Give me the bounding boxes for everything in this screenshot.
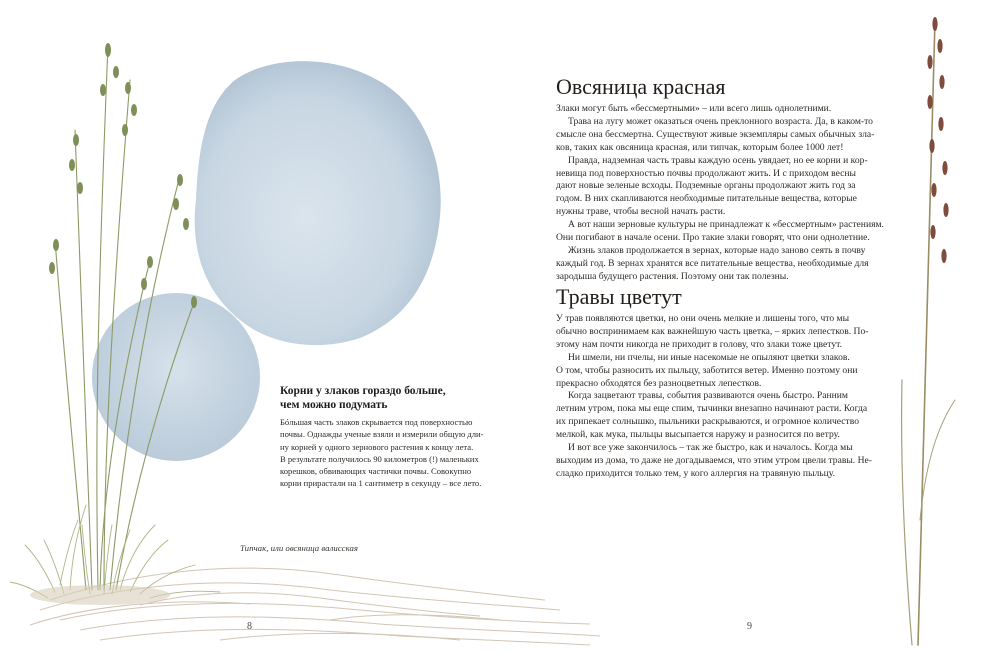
sidebar-line: Бóльшая часть злаков скрывается под поверхностью bbox=[280, 417, 473, 427]
roots-sidebar bbox=[280, 384, 492, 490]
sidebar-line: В результате получилось 90 километров (!) маленьких bbox=[280, 453, 479, 464]
text-line: невища под поверхностью почвы продолжают жить. И с приходом весны bbox=[556, 167, 856, 179]
page-number-left: 8 bbox=[247, 621, 252, 632]
text-line: годом. В них скапливаются необходимые питательные вещества, которые bbox=[556, 193, 857, 205]
sidebar-line: корни прирастали на 1 сантиметр в секунду – все лето. bbox=[280, 478, 482, 489]
text-line: Они погибают в начале осени. Про такие злаки говорят, что они однолетние. bbox=[556, 232, 870, 244]
text-line: сладко приходится только тем, у кого аллергия на травяную пыльцу. bbox=[556, 467, 836, 479]
text-line: нужны траве, чтобы весной начать расти. bbox=[556, 206, 726, 218]
text-line: Жизнь злаков продолжается в зернах, которые надо заново сеять в почву bbox=[568, 244, 866, 256]
text-line: Когда зацветают травы, события развиваются очень быстро. Ранним bbox=[568, 390, 848, 402]
section-red-fescue bbox=[556, 74, 886, 284]
watercolor-wash-large bbox=[195, 61, 441, 345]
text-line: ков, таких как овсяница красная, или типчак, которым более 1000 лет! bbox=[556, 141, 844, 153]
paragraph bbox=[556, 155, 886, 220]
paragraph bbox=[556, 352, 886, 391]
paragraph bbox=[556, 116, 886, 155]
text-line: их припекает солнышко, пыльники раскрываются, и огромное количество bbox=[556, 416, 860, 428]
sidebar-title: Корни у злаков гораздо больше, чем можно подумать bbox=[280, 385, 446, 411]
text-line: каждый год. В зернах хранятся все питательные вещества, необходимые для bbox=[556, 257, 869, 269]
red-fescue-stem-icon bbox=[902, 17, 955, 645]
sidebar-line: ну корней у одного зернового растения к концу лета. bbox=[280, 441, 474, 452]
text-line: смысле она бессмертна. Существуют живые экземпляры самых обычных зла- bbox=[556, 128, 875, 140]
paragraph bbox=[556, 313, 886, 352]
watercolor-wash-small bbox=[92, 293, 260, 461]
text-line: выходим из дома, то даже не догадываемся, что этим утром цвели травы. Не- bbox=[556, 454, 872, 466]
text-line: Трава на лугу может оказаться очень преклонного возраста. Да, в каком-то bbox=[568, 115, 873, 127]
grass-roots-icon bbox=[30, 568, 600, 645]
paragraph bbox=[556, 390, 886, 442]
section-grasses-bloom bbox=[556, 284, 886, 481]
text-line: Правда, надземная часть травы каждую осень увядает, но ее корни и кор- bbox=[568, 154, 868, 166]
illustration-caption: Типчак, или овсяница валисская bbox=[240, 543, 358, 553]
text-line: Ни шмели, ни пчелы, ни иные насекомые не опыляют цветки злаков. bbox=[568, 351, 850, 363]
text-line: А вот наши зерновые культуры не принадлежат к «бессмертным» растениям. bbox=[568, 219, 884, 231]
text-line: дают новые зеленые всходы. Подземные органы продолжают жить год за bbox=[556, 180, 856, 192]
paragraph bbox=[556, 245, 886, 284]
text-line: мелкой, как мука, пыльцы высыпается наружу и разносится по ветру. bbox=[556, 429, 840, 441]
text-line: Злаки могут быть «бессмертными» – или всего лишь однолетними. bbox=[556, 103, 832, 114]
text-line: прекрасно обходятся без разноцветных лепестков. bbox=[556, 377, 762, 389]
text-line: этому нам почти никогда не приходит в голову, что злаки тоже цветут. bbox=[556, 338, 843, 350]
paragraph bbox=[556, 103, 886, 116]
section-title: Травы цветут bbox=[556, 284, 682, 309]
paragraph bbox=[556, 442, 886, 481]
text-line: летним утром, пока мы еще спим, тычинки внезапно начинают расти. Когда bbox=[556, 403, 868, 415]
page-number-right: 9 bbox=[747, 621, 752, 632]
text-line: У трав появляются цветки, но они очень мелкие и лишены того, что мы bbox=[556, 313, 850, 324]
text-line: И вот все уже закончилось – так же быстро, как и началось. Когда мы bbox=[568, 442, 853, 454]
text-line: О том, чтобы разносить их пыльцу, заботится ветер. Именно поэтому они bbox=[556, 364, 858, 376]
sidebar-line: корешков, обвивающих частички почвы. Совокупно bbox=[280, 466, 472, 477]
paragraph bbox=[556, 219, 886, 245]
section-title: Овсяница красная bbox=[556, 74, 726, 99]
text-line: зародыша будущего растения. Поэтому они так полезны. bbox=[556, 270, 789, 282]
sidebar-line: почвы. Однажды ученые взяли и измерили общую дли- bbox=[280, 429, 484, 440]
text-line: обычно воспринимаем как важнейшую часть цветка, – ярких лепестков. По- bbox=[556, 325, 869, 337]
